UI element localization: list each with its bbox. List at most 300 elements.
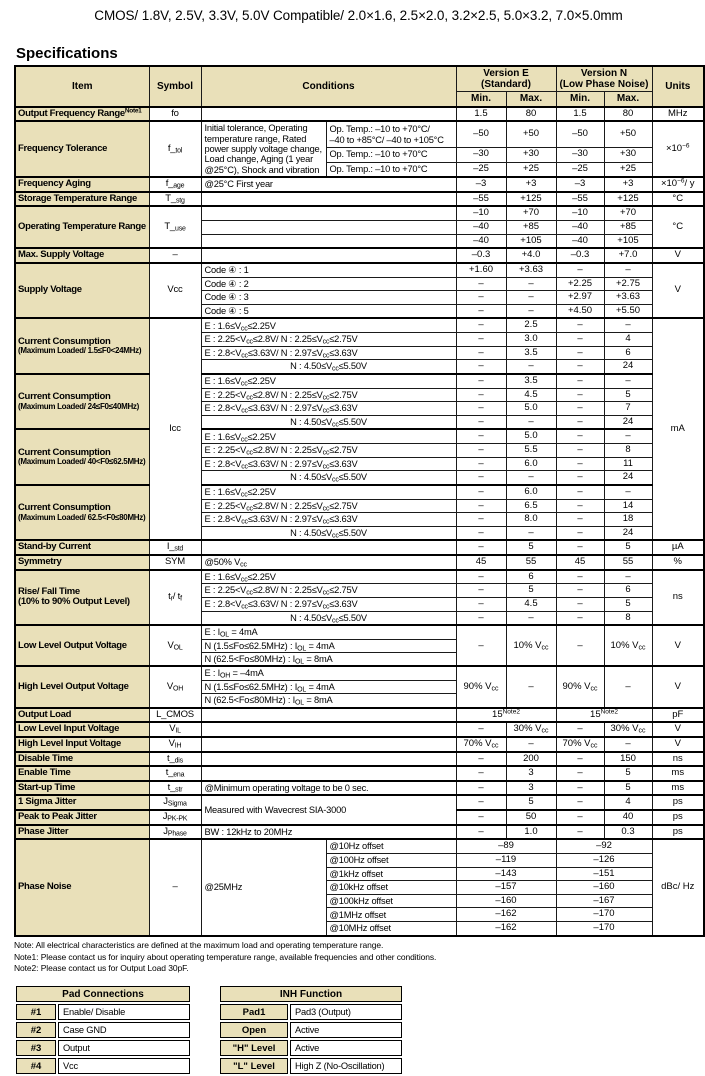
spec-value-cell: –: [604, 374, 652, 388]
spec-value-cell: +25: [604, 162, 652, 177]
spec-symbol-cell: $f\__{tol}$: [149, 121, 201, 177]
spec-value-cell: –: [456, 485, 506, 499]
spec-value-cell: 55: [604, 555, 652, 570]
spec-value-cell: –160: [456, 894, 556, 908]
spec-value-cell: –: [556, 584, 604, 598]
spec-value-cell: –: [556, 318, 604, 332]
spec-header-cell: Version E (Standard): [456, 66, 556, 92]
spec-value-cell: 4.5: [506, 388, 556, 402]
spec-item-cell: Operating Temperature Range: [15, 206, 149, 248]
spec-item-cell: Frequency Tolerance: [15, 121, 149, 177]
pad-connections-key-cell: #2: [16, 1022, 56, 1038]
spec-item-cell: Output Load: [15, 708, 149, 723]
spec-value-cell: 6.0: [506, 485, 556, 499]
note-line: Note2: Please contact us for Output Load 30pF.: [14, 963, 189, 974]
spec-symbol-cell: SYM: [149, 555, 201, 570]
spec-item-cell: Phase Noise: [15, 839, 149, 935]
spec-value-cell: –167: [556, 894, 652, 908]
spec-value-cell: 8.0: [506, 513, 556, 527]
spec-value-cell: –: [456, 388, 506, 402]
spec-condition-cell: N (62.5<Fo≤80MHz) : $I_{OL} = 8mA$: [201, 694, 456, 708]
spec-header-cell: Item: [15, 66, 149, 107]
spec-condition-cell: N (1.5≤Fo≤62.5MHz) : $I_{OL} = 4mA$: [201, 680, 456, 693]
spec-header-cell: Symbol: [149, 66, 201, 107]
spec-value-cell: 40: [604, 810, 652, 825]
spec-symbol-cell: $J_{Sigma}$: [149, 795, 201, 810]
spec-symbol-cell: $T\__{use}$: [149, 206, 201, 248]
spec-item-cell: Symmetry: [15, 555, 149, 570]
spec-header-cell: Units: [652, 66, 704, 107]
spec-value-cell: –: [556, 485, 604, 499]
spec-units-cell: V: [652, 625, 704, 666]
spec-value-cell: 80: [506, 107, 556, 122]
spec-value-cell: 4.5: [506, 597, 556, 611]
spec-condition-cell: E : $2.25<V_{cc}\le 2.8V/$ N : $2.25\le V_{cc}\le 2.75V$: [201, 444, 456, 458]
inh-function-key-cell: "H" Level: [220, 1040, 288, 1056]
spec-item-cell: Max. Supply Voltage: [15, 248, 149, 263]
spec-value-cell: –10: [456, 206, 506, 220]
spec-value-cell: –: [456, 374, 506, 388]
spec-value-cell: –: [556, 360, 604, 374]
spec-symbol-cell: $f\__{age}$: [149, 177, 201, 192]
spec-value-cell: –: [556, 471, 604, 485]
spec-value-cell: +50: [604, 121, 652, 147]
spec-value-cell: –: [456, 304, 506, 318]
spec-value-cell: –0.3: [456, 248, 506, 263]
spec-value-cell: +125: [604, 192, 652, 207]
spec-value-cell: +3.63: [506, 263, 556, 277]
spec-symbol-cell: Icc: [149, 318, 201, 540]
spec-symbol-cell: L_CMOS: [149, 708, 201, 723]
spec-value-cell: 5.0: [506, 429, 556, 443]
spec-condition-cell: E : $1.6\le V_{cc}\le 2.25V$: [201, 318, 456, 332]
spec-value-cell: –: [506, 666, 556, 707]
spec-value-cell: –: [556, 781, 604, 796]
spec-item-cell: Supply Voltage: [15, 263, 149, 319]
spec-value-cell: –: [456, 570, 506, 584]
spec-item-cell: Enable Time: [15, 766, 149, 781]
spec-value-cell: 5: [506, 540, 556, 555]
spec-value-cell: –: [556, 333, 604, 347]
spec-item-cell: Low Level Output Voltage: [15, 625, 149, 666]
spec-item-cell: Current Consumption (Maximum Loaded/ 62.5<F0≤80MHz): [15, 485, 149, 541]
spec-value-cell: –: [556, 625, 604, 666]
inh-function-value-cell: Active: [290, 1022, 402, 1038]
spec-units-cell: dBc/ Hz: [652, 839, 704, 935]
spec-condition-cell: N : $4.50\le V_{cc}\le 5.50V$: [201, 360, 456, 374]
spec-symbol-cell: $V_{OL}$: [149, 625, 201, 666]
spec-units-cell: V: [652, 263, 704, 319]
spec-symbol-cell: $T\__{stg}$: [149, 192, 201, 207]
spec-symbol-cell: $V_{OH}$: [149, 666, 201, 707]
spec-header-cell: Min.: [456, 92, 506, 107]
spec-units-cell: pF: [652, 708, 704, 723]
spec-value-cell: +2.97: [556, 291, 604, 305]
pad-connections-title: Pad Connections: [16, 986, 190, 1002]
spec-header-cell: Max.: [604, 92, 652, 107]
spec-value-cell: 3: [506, 781, 556, 796]
spec-condition-cell: @Minimum operating voltage to be 0 sec.: [201, 781, 456, 796]
spec-item-cell: Current Consumption (Maximum Loaded/ 1.5≤F0<24MHz): [15, 318, 149, 374]
spec-condition-cell: E : $2.8<V_{cc}\le 3.63V/$ N : $2.97\le V_{cc}\le 3.63V$: [201, 513, 456, 527]
spec-value-cell: –: [456, 346, 506, 360]
spec-value-cell: –: [604, 737, 652, 752]
spec-value-cell: 1.0: [506, 825, 556, 840]
spec-value-cell: –: [456, 333, 506, 347]
spec-value-cell: 18: [604, 513, 652, 527]
pad-connections-value-cell: Output: [58, 1040, 190, 1056]
spec-value-cell: +105: [506, 234, 556, 248]
spec-condition-cell: E : $I_{OH} = -4mA$: [201, 666, 456, 680]
spec-value-cell: +85: [604, 221, 652, 235]
spec-value-cell: –: [604, 318, 652, 332]
spec-value-cell: –162: [456, 908, 556, 922]
spec-value-cell: 4: [604, 333, 652, 347]
spec-symbol-cell: –: [149, 248, 201, 263]
spec-value-cell: 8: [604, 444, 652, 458]
spec-value-cell: –119: [456, 853, 556, 867]
spec-value-cell: +105: [604, 234, 652, 248]
spec-condition-cell: N : $4.50\le V_{cc}\le 5.50V$: [201, 611, 456, 625]
spec-value-cell: –: [556, 429, 604, 443]
spec-value-cell: –: [556, 722, 604, 737]
spec-item-cell: Output Frequency Range$^{Note1}$: [15, 107, 149, 122]
spec-units-cell: mA: [652, 318, 704, 540]
spec-value-cell: +4.0: [506, 248, 556, 263]
spec-condition-cell: Op. Temp.: –10 to +70°C: [326, 147, 456, 162]
spec-value-cell: –89: [456, 839, 556, 853]
spec-value-cell: –: [456, 513, 506, 527]
spec-value-cell: –: [604, 263, 652, 277]
spec-value-cell: –0.3: [556, 248, 604, 263]
spec-value-cell: 24: [604, 471, 652, 485]
spec-value-cell: –: [556, 597, 604, 611]
spec-units-cell: V: [652, 248, 704, 263]
spec-value-cell: –: [456, 526, 506, 540]
spec-condition-cell: Code ④ : 1: [201, 263, 456, 277]
spec-value-cell: 45: [556, 555, 604, 570]
spec-condition-cell: Code ④ : 2: [201, 277, 456, 291]
spec-units-cell: $\times 10^{-6}/$ y: [652, 177, 704, 192]
spec-value-cell: –: [506, 360, 556, 374]
spec-symbol-cell: –: [149, 839, 201, 935]
spec-condition-cell: @10kHz offset: [326, 881, 456, 895]
spec-value-cell: –: [456, 825, 506, 840]
spec-value-cell: –: [456, 795, 506, 810]
spec-units-cell: µA: [652, 540, 704, 555]
spec-value-cell: +70: [506, 206, 556, 220]
spec-condition-cell: N : $4.50\le V_{cc}\le 5.50V$: [201, 415, 456, 429]
spec-value-cell: –: [556, 263, 604, 277]
spec-condition-cell: BW : 12kHz to 20MHz: [201, 825, 456, 840]
spec-condition-cell: [201, 221, 456, 235]
spec-value-cell: 70% $V_{cc}$: [456, 737, 506, 752]
spec-value-cell: 90% $V_{cc}$: [456, 666, 506, 707]
spec-value-cell: –: [506, 304, 556, 318]
spec-symbol-cell: $J_{Phase}$: [149, 825, 201, 840]
spec-value-cell: –170: [556, 922, 652, 936]
spec-value-cell: –: [556, 415, 604, 429]
spec-value-cell: 5: [506, 584, 556, 598]
spec-item-cell: Disable Time: [15, 752, 149, 767]
spec-condition-cell: N : $4.50\le V_{cc}\le 5.50V$: [201, 526, 456, 540]
spec-value-cell: –: [456, 722, 506, 737]
spec-symbol-cell: Vcc: [149, 263, 201, 319]
spec-value-cell: 5: [604, 766, 652, 781]
spec-condition-cell: @25°C First year: [201, 177, 456, 192]
spec-header-cell: Max.: [506, 92, 556, 107]
spec-value-cell: 70% $V_{cc}$: [556, 737, 604, 752]
spec-value-cell: 5: [604, 597, 652, 611]
spec-value-cell: 5: [506, 795, 556, 810]
spec-value-cell: –: [556, 810, 604, 825]
inh-function-title: INH Function: [220, 986, 402, 1002]
spec-item-cell: Stand-by Current: [15, 540, 149, 555]
spec-condition-cell: E : $2.8<V_{cc}\le 3.63V/$ N : $2.97\le V_{cc}\le 3.63V$: [201, 346, 456, 360]
spec-value-cell: +30: [604, 147, 652, 162]
spec-value-cell: –: [556, 374, 604, 388]
spec-condition-cell: E : $2.25<V_{cc}\le 2.8V/$ N : $2.25\le V_{cc}\le 2.75V$: [201, 388, 456, 402]
spec-value-cell: –: [604, 485, 652, 499]
spec-value-cell: –: [506, 471, 556, 485]
specifications-heading: Specifications: [16, 45, 118, 62]
spec-value-cell: –: [556, 570, 604, 584]
spec-value-cell: $15^{Note2}$: [556, 708, 652, 723]
spec-value-cell: –: [456, 429, 506, 443]
spec-symbol-cell: $t_r/$ $t_f$: [149, 570, 201, 626]
spec-item-cell: High Level Output Voltage: [15, 666, 149, 707]
spec-value-cell: –: [456, 611, 506, 625]
spec-condition-cell: [201, 234, 456, 248]
spec-condition-cell: [201, 708, 456, 723]
spec-value-cell: 6.5: [506, 499, 556, 513]
spec-units-cell: ms: [652, 766, 704, 781]
spec-value-cell: –: [556, 611, 604, 625]
spec-value-cell: –25: [556, 162, 604, 177]
spec-value-cell: 150: [604, 752, 652, 767]
spec-value-cell: +3: [604, 177, 652, 192]
spec-units-cell: °C: [652, 192, 704, 207]
spec-value-cell: –: [556, 825, 604, 840]
bottom-tables: [14, 984, 705, 1076]
spec-value-cell: –: [556, 388, 604, 402]
spec-condition-cell: E : $1.6\le V_{cc}\le 2.25V$: [201, 429, 456, 443]
spec-value-cell: +30: [506, 147, 556, 162]
spec-value-cell: –: [604, 570, 652, 584]
spec-value-cell: +125: [506, 192, 556, 207]
spec-value-cell: 14: [604, 499, 652, 513]
spec-item-cell: Rise/ Fall Time (10% to 90% Output Level): [15, 570, 149, 626]
spec-value-cell: –10: [556, 206, 604, 220]
spec-item-cell: Phase Jitter: [15, 825, 149, 840]
spec-value-cell: –: [456, 291, 506, 305]
spec-condition-cell: @1MHz offset: [326, 908, 456, 922]
pad-connections-value-cell: Enable/ Disable: [58, 1004, 190, 1020]
spec-value-cell: –160: [556, 881, 652, 895]
inh-function-key-cell: Open: [220, 1022, 288, 1038]
spec-value-cell: 7: [604, 402, 652, 416]
spec-units-cell: ps: [652, 795, 704, 810]
spec-condition-cell: Op. Temp.: –10 to +70°C/ –40 to +85°C/ –40 to +105°C: [326, 121, 456, 147]
spec-value-cell: 3.5: [506, 346, 556, 360]
spec-value-cell: –: [456, 499, 506, 513]
spec-value-cell: –: [456, 625, 506, 666]
spec-condition-cell: [201, 107, 456, 122]
spec-condition-cell: E : $2.25<V_{cc}\le 2.8V/$ N : $2.25\le V_{cc}\le 2.75V$: [201, 499, 456, 513]
specifications-table: [14, 65, 705, 937]
spec-condition-cell: [201, 192, 456, 207]
spec-value-cell: –30: [456, 147, 506, 162]
note-line: Note: All electrical characteristics are defined at the maximum load and operating temperature range.: [14, 939, 384, 950]
spec-value-cell: 1.5: [556, 107, 604, 122]
spec-value-cell: 6: [604, 346, 652, 360]
spec-condition-cell: @100kHz offset: [326, 894, 456, 908]
spec-condition-cell: @10MHz offset: [326, 922, 456, 936]
spec-value-cell: –143: [456, 867, 556, 881]
spec-value-cell: –: [456, 810, 506, 825]
page-title: CMOS/ 1.8V, 2.5V, 3.3V, 5.0V Compatible/ 2.0×1.6, 2.5×2.0, 3.2×2.5, 5.0×3.2, 7.0×5.0mm: [94, 8, 623, 23]
spec-condition-cell: @25MHz: [201, 839, 326, 935]
spec-value-cell: –92: [556, 839, 652, 853]
spec-value-cell: –: [556, 402, 604, 416]
spec-value-cell: –: [556, 766, 604, 781]
spec-condition-cell: N (1.5≤Fo≤62.5MHz) : $I_{OL} = 4mA$: [201, 639, 456, 652]
pad-connections-key-cell: #1: [16, 1004, 56, 1020]
pad-connections-key-cell: #3: [16, 1040, 56, 1056]
spec-value-cell: –157: [456, 881, 556, 895]
spec-value-cell: 6.0: [506, 457, 556, 471]
spec-units-cell: ps: [652, 810, 704, 825]
spec-symbol-cell: fo: [149, 107, 201, 122]
spec-value-cell: 200: [506, 752, 556, 767]
spec-condition-cell: Initial tolerance, Operating temperature range, Rated power supply voltage change, Load change, Aging (1 year @25°C), Shock and vibration: [201, 121, 326, 177]
spec-condition-cell: E : $2.8<V_{cc}\le 3.63V/$ N : $2.97\le V_{cc}\le 3.63V$: [201, 597, 456, 611]
spec-condition-cell: N (62.5<Fo≤80MHz) : $I_{OL} = 8mA$: [201, 653, 456, 667]
notes-block: [14, 940, 705, 976]
spec-condition-cell: [201, 206, 456, 220]
spec-value-cell: –: [556, 513, 604, 527]
spec-value-cell: 6: [506, 570, 556, 584]
spec-value-cell: 24: [604, 360, 652, 374]
spec-condition-cell: @100Hz offset: [326, 853, 456, 867]
spec-value-cell: –: [456, 540, 506, 555]
spec-value-cell: –: [556, 752, 604, 767]
spec-value-cell: –: [456, 597, 506, 611]
spec-units-cell: °C: [652, 206, 704, 248]
spec-value-cell: –: [456, 277, 506, 291]
pad-connections-value-cell: Case GND: [58, 1022, 190, 1038]
spec-value-cell: –: [506, 415, 556, 429]
spec-header-cell: Min.: [556, 92, 604, 107]
spec-value-cell: 30% $V_{cc}$: [506, 722, 556, 737]
spec-units-cell: ps: [652, 825, 704, 840]
spec-value-cell: 5: [604, 540, 652, 555]
spec-item-cell: 1 Sigma Jitter: [15, 795, 149, 810]
spec-units-cell: %: [652, 555, 704, 570]
spec-condition-cell: @50% $V_{cc}$: [201, 555, 456, 570]
spec-item-cell: Frequency Aging: [15, 177, 149, 192]
spec-value-cell: –: [556, 795, 604, 810]
spec-value-cell: –: [604, 429, 652, 443]
spec-condition-cell: Measured with Wavecrest SIA-3000: [201, 795, 456, 824]
spec-value-cell: 80: [604, 107, 652, 122]
inh-function-value-cell: Active: [290, 1040, 402, 1056]
spec-condition-cell: E : $1.6\le V_{cc}\le 2.25V$: [201, 485, 456, 499]
spec-item-cell: High Level Input Voltage: [15, 737, 149, 752]
spec-value-cell: +85: [506, 221, 556, 235]
spec-item-cell: Low Level Input Voltage: [15, 722, 149, 737]
spec-value-cell: –25: [456, 162, 506, 177]
spec-value-cell: +4.50: [556, 304, 604, 318]
spec-value-cell: –3: [556, 177, 604, 192]
spec-condition-cell: E : $2.25<V_{cc}\le 2.8V/$ N : $2.25\le V_{cc}\le 2.75V$: [201, 333, 456, 347]
spec-condition-cell: E : $1.6\le V_{cc}\le 2.25V$: [201, 374, 456, 388]
spec-item-cell: Start-up Time: [15, 781, 149, 796]
spec-units-cell: V: [652, 722, 704, 737]
spec-value-cell: –: [506, 277, 556, 291]
spec-value-cell: 3.0: [506, 333, 556, 347]
spec-value-cell: 3.5: [506, 374, 556, 388]
spec-value-cell: –170: [556, 908, 652, 922]
spec-value-cell: –: [604, 666, 652, 707]
note-line: Note1: Please contact us for inquiry about operating temperature range, available frequencies and other conditions.: [14, 951, 437, 962]
spec-value-cell: +70: [604, 206, 652, 220]
spec-value-cell: $15^{Note2}$: [456, 708, 556, 723]
spec-condition-cell: [201, 540, 456, 555]
spec-value-cell: 30% $V_{cc}$: [604, 722, 652, 737]
spec-value-cell: –151: [556, 867, 652, 881]
spec-value-cell: –: [506, 526, 556, 540]
spec-value-cell: –40: [456, 221, 506, 235]
spec-value-cell: –: [506, 611, 556, 625]
spec-value-cell: –: [556, 346, 604, 360]
spec-symbol-cell: $J_{PK-PK}$: [149, 810, 201, 825]
spec-value-cell: 4: [604, 795, 652, 810]
spec-symbol-cell: $V_{IH}$: [149, 737, 201, 752]
spec-condition-cell: @10Hz offset: [326, 839, 456, 853]
spec-value-cell: –: [456, 415, 506, 429]
spec-value-cell: +3: [506, 177, 556, 192]
spec-value-cell: –: [456, 360, 506, 374]
spec-value-cell: –: [506, 291, 556, 305]
spec-value-cell: 24: [604, 526, 652, 540]
spec-value-cell: –: [456, 318, 506, 332]
spec-value-cell: 50: [506, 810, 556, 825]
spec-value-cell: –: [556, 526, 604, 540]
pad-connections-value-cell: Vcc: [58, 1058, 190, 1074]
spec-condition-cell: N : $4.50\le V_{cc}\le 5.50V$: [201, 471, 456, 485]
inh-function-value-cell: Pad3 (Output): [290, 1004, 402, 1020]
spec-value-cell: 1.5: [456, 107, 506, 122]
spec-value-cell: +1.60: [456, 263, 506, 277]
spec-value-cell: 6: [604, 584, 652, 598]
spec-condition-cell: [201, 722, 456, 737]
spec-value-cell: 2.5: [506, 318, 556, 332]
spec-value-cell: +7.0: [604, 248, 652, 263]
spec-condition-cell: E : $2.8<V_{cc}\le 3.63V/$ N : $2.97\le V_{cc}\le 3.63V$: [201, 402, 456, 416]
spec-value-cell: +50: [506, 121, 556, 147]
spec-units-cell: V: [652, 737, 704, 752]
spec-value-cell: –126: [556, 853, 652, 867]
spec-units-cell: ms: [652, 781, 704, 796]
spec-value-cell: 5: [604, 781, 652, 796]
spec-condition-cell: Op. Temp.: –10 to +70°C: [326, 162, 456, 177]
spec-value-cell: –40: [556, 221, 604, 235]
spec-condition-cell: [201, 766, 456, 781]
spec-item-cell: Peak to Peak Jitter: [15, 810, 149, 825]
spec-symbol-cell: $t\__{str}$: [149, 781, 201, 796]
spec-units-cell: V: [652, 666, 704, 707]
